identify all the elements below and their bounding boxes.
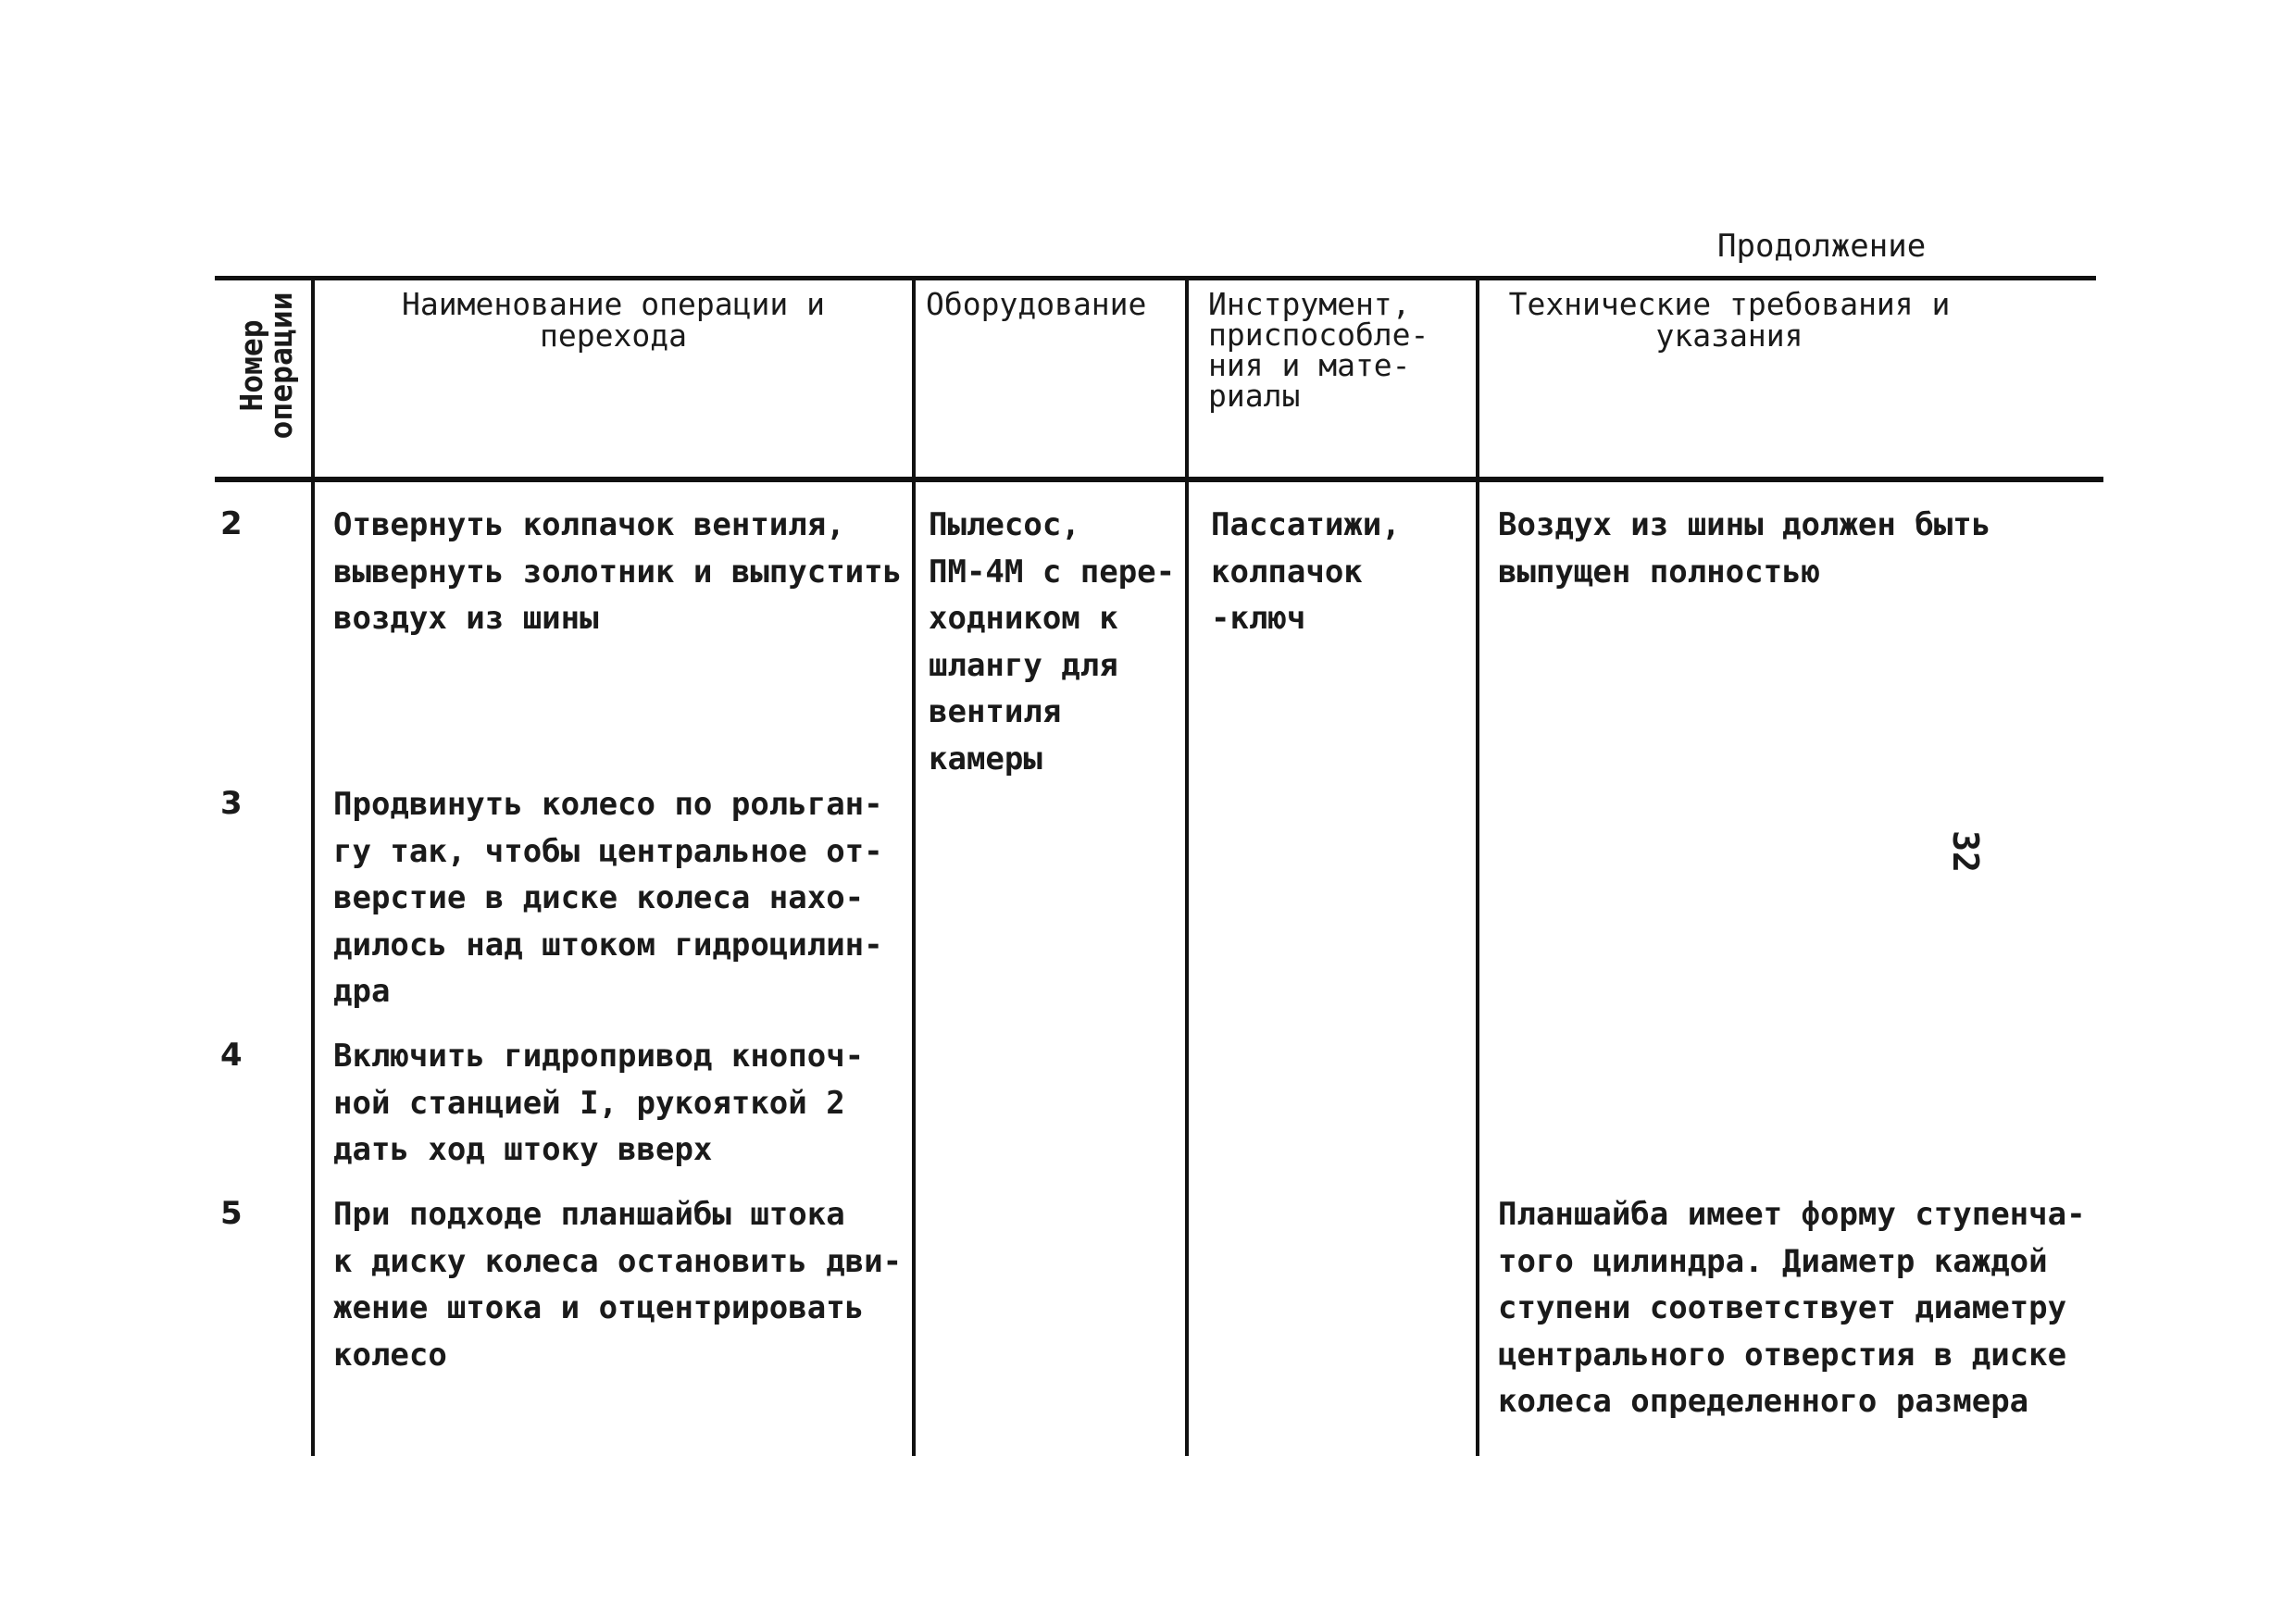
header-number: Номер операции [233,292,299,440]
row-5-operation: При подходе планшайбы штока к диску колеса остановить дви- жение штока и отцентрировать колесо [333,1196,903,1374]
row-3-operation: Продвинуть колесо по рольган- гу так, чтобы центральное от- верстие в диске колеса нахо- дилось над штоком гидроцилин- дра [333,786,883,1010]
header-bottom-rule [215,477,2103,482]
column-divider-4 [1476,276,1479,1456]
row-number-3: 3 [220,785,243,822]
continuation-label: Продолжение [1717,228,1927,265]
page-number: 32 [1944,830,1986,873]
row-2-operation: Отвернуть колпачок вентиля, вывернуть золотник и выпустить воздух из шины [333,506,903,637]
row-number-2: 2 [220,505,243,542]
header-operation: Наименование операции и перехода [402,286,825,354]
row-5-requirements: Планшайба имеет форму ступенча- того цилиндра. Диаметр каждой ступени соответствует диаметру центрального отверстия в диске колеса определенного размера [1498,1196,2086,1420]
row-2-tools: Пассатижи, колпачок -ключ [1211,506,1401,637]
column-divider-3 [1185,276,1189,1456]
column-divider-2 [912,276,916,1456]
row-number-4: 4 [220,1037,243,1074]
row-4-operation: Включить гидропривод кнопоч- ной станцией I, рукояткой 2 дать ход штоку вверх [333,1038,865,1168]
row-2-equipment: Пылесос, ПМ-4М с пере- ходником к шлангу для вентиля камеры [929,506,1176,777]
header-requirements: Технические требования и указания [1508,286,1951,354]
row-2-requirements: Воздух из шины должен быть выпущен полностью [1498,506,1991,591]
header-tools: Инструмент, приспособле- ния и мате- риалы [1208,286,1429,414]
header-number-cell [220,278,313,454]
header-equipment: Оборудование [926,286,1147,322]
table-top-rule [215,276,2096,280]
row-number-5: 5 [220,1195,243,1232]
